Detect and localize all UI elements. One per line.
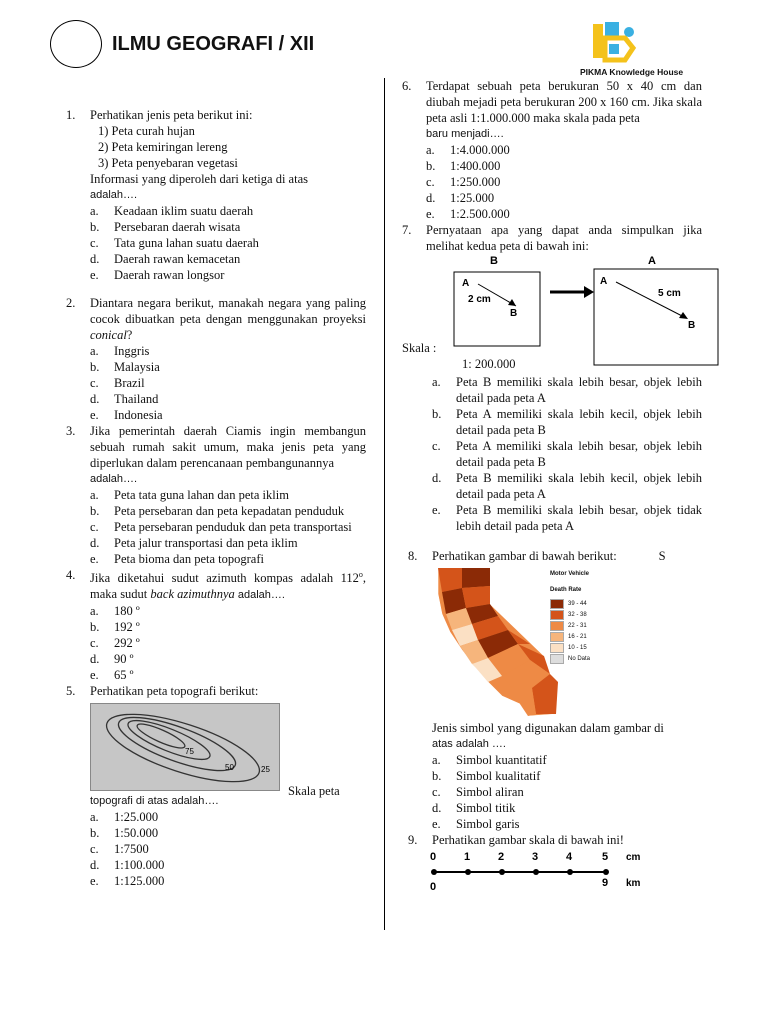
question-text: atas adalah …. [432, 738, 506, 750]
option[interactable]: b. 1:400.000 [426, 159, 501, 173]
option[interactable]: d. Peta jalur transportasi dan peta iklim [90, 536, 298, 550]
option[interactable]: d. Daerah rawan kemacetan [90, 252, 241, 266]
option[interactable]: b. Peta A memiliki skala lebih kecil, objek lebih detail pada peta B [432, 407, 702, 437]
option[interactable]: a. 1:4.000.000 [426, 143, 510, 157]
question-2 [66, 295, 366, 423]
option[interactable]: a. Simbol kuantitatif [432, 753, 547, 767]
option[interactable]: a. 1:25.000 [90, 810, 159, 825]
option[interactable]: d. 1:100.000 [90, 858, 165, 873]
svg-text:A: A [600, 276, 608, 287]
option[interactable]: a. Peta tata guna lahan dan peta iklim [90, 488, 289, 502]
option[interactable]: e. 1:125.000 [90, 874, 165, 889]
question-text: Informasi yang diperoleh dari ketiga di atas [90, 172, 308, 186]
option[interactable]: e. Peta bioma dan peta topografi [90, 552, 264, 566]
option[interactable]: d. 1:25.000 [426, 191, 495, 205]
legend-swatch [550, 599, 564, 609]
legend-label: 32 - 38 [568, 611, 587, 618]
legend-swatch [550, 654, 564, 664]
question-number: 3. [66, 424, 76, 438]
option-list [432, 374, 702, 534]
svg-text:2 cm: 2 cm [468, 294, 491, 305]
option[interactable]: d. 90 º [90, 652, 134, 667]
legend-label: 22 - 31 [568, 622, 587, 629]
option[interactable]: c. 1:250.000 [426, 175, 501, 189]
right-column [402, 78, 702, 894]
question-number: 6. [402, 79, 412, 93]
option[interactable]: c. Brazil [90, 376, 145, 390]
svg-text:5: 5 [602, 851, 609, 863]
option[interactable]: c. Tata guna lahan suatu daerah [90, 236, 259, 250]
legend-items [550, 598, 610, 664]
list-item: 3) Peta penyebaran vegetasi [98, 156, 238, 170]
option[interactable]: c. 1:7500 [90, 842, 149, 857]
question-8 [408, 548, 702, 564]
legend-label: 16 - 21 [568, 633, 587, 640]
option[interactable]: d. Simbol titik [432, 801, 516, 815]
header-oval [50, 20, 102, 68]
question-6 [402, 78, 702, 222]
legend-item [550, 653, 610, 664]
legend-swatch [550, 643, 564, 653]
map-legend [550, 566, 610, 664]
option[interactable]: e. Peta B memiliki skala lebih besar, objek tidak lebih detail pada peta A [432, 503, 702, 533]
option[interactable]: e. 65 º [90, 668, 134, 683]
contour-label: 50 [225, 763, 234, 773]
question-7 [402, 222, 702, 254]
scale-note [402, 336, 702, 372]
list-item: 2) Peta kemiringan lereng [98, 140, 228, 154]
legend-swatch [550, 610, 564, 620]
svg-text:A: A [462, 278, 470, 289]
option[interactable]: a. Peta B memiliki skala lebih besar, objek lebih detail pada peta A [432, 375, 702, 405]
question-number: 7. [402, 223, 412, 237]
option-list [90, 809, 366, 889]
question-number: 1. [66, 108, 76, 122]
question-number: 9. [408, 833, 418, 847]
option-list [426, 142, 702, 222]
svg-text:B: B [688, 320, 696, 331]
question-text: Perhatikan jenis peta berikut ini: [90, 108, 253, 122]
legend-swatch [550, 621, 564, 631]
page-title: ILMU GEOGRAFI / XII [112, 33, 315, 55]
option[interactable]: c. Peta A memiliki skala lebih besar, objek lebih detail pada peta B [432, 439, 702, 469]
legend-swatch [550, 632, 564, 642]
question-text: Diantara negara berikut, manakah negara yang paling cocok dibuatkan peta dengan menggunakan proyeksi conical? [90, 296, 366, 342]
option[interactable]: b. Persebaran daerah wisata [90, 220, 241, 234]
question-5 [66, 683, 366, 889]
logo-text: PIKMA Knowledge House [580, 67, 684, 77]
option-list [90, 487, 366, 567]
scale-value: 1: 200.000 [462, 357, 516, 371]
question-4 [66, 567, 366, 683]
option[interactable]: a. 180 º [90, 604, 140, 619]
legend-title: Death Rate [550, 587, 582, 593]
question-text: Pernyataan apa yang dapat anda simpulkan jika melihat kedua peta di bawah ini: [426, 223, 702, 253]
svg-text:0: 0 [430, 851, 437, 863]
svg-text:km: km [626, 878, 641, 889]
option-list [432, 752, 702, 832]
option[interactable]: b. Simbol kualitatif [432, 769, 541, 783]
svg-text:B: B [510, 308, 518, 319]
list-item: 1) Peta curah hujan [98, 124, 195, 138]
option-list [90, 343, 366, 423]
option[interactable]: d. Peta B memiliki skala lebih kecil, objek lebih detail pada peta A [432, 471, 702, 501]
legend-title: Motor Vehicle [550, 571, 590, 577]
question-9 [408, 832, 702, 848]
map-a-label: A [648, 255, 656, 267]
option[interactable]: e. Simbol garis [432, 817, 520, 831]
left-column [66, 107, 366, 889]
question-text: adalah…. [90, 189, 138, 201]
question-number: 2. [66, 296, 76, 310]
question-number: 8. [408, 549, 418, 563]
option[interactable]: c. 292 º [90, 636, 140, 651]
svg-text:cm: cm [626, 852, 641, 863]
option[interactable]: e. 1:2.500.000 [426, 207, 510, 221]
option[interactable]: e. Indonesia [90, 408, 163, 422]
svg-text:5 cm: 5 cm [658, 288, 681, 299]
option[interactable]: e. Daerah rawan longsor [90, 268, 225, 282]
topo-caption: Skala peta [288, 784, 340, 799]
question-text: baru menjadi…. [426, 128, 504, 140]
option-list [90, 203, 366, 283]
graphic-scale-bar [428, 850, 688, 894]
option[interactable]: d. Thailand [90, 392, 159, 406]
choropleth-figure [432, 564, 702, 720]
svg-text:4: 4 [566, 851, 573, 863]
svg-text:3: 3 [532, 851, 539, 863]
question-number: 4. [66, 568, 76, 582]
question-1 [66, 107, 366, 283]
svg-text:0: 0 [430, 881, 437, 893]
option[interactable]: c. Simbol aliran [432, 785, 524, 799]
item-list [90, 123, 366, 171]
contour-label: 25 [261, 765, 270, 775]
question-3 [66, 423, 366, 567]
question-text: Perhatikan gambar di bawah berikut: S [432, 549, 666, 563]
svg-text:9: 9 [602, 877, 609, 889]
logo-icon [585, 20, 639, 66]
option[interactable]: a. Inggris [90, 344, 150, 358]
legend-label: No Data [568, 655, 591, 662]
question-8-prompt [408, 720, 702, 832]
option[interactable]: b. Peta persebaran dan peta kepadatan penduduk [90, 504, 345, 518]
question-text: Jika diketahui sudut azimuth kompas adalah 112$^o$, maka sudut back azimuthnya adalah…. [90, 570, 366, 602]
option-list [90, 603, 366, 683]
question-number: 5. [66, 684, 76, 699]
option[interactable]: a. Keadaan iklim suatu daerah [90, 204, 254, 218]
topographic-map-image [90, 703, 280, 791]
question-text: Jenis simbol yang digunakan dalam gambar di [432, 721, 664, 735]
question-text: Perhatikan gambar skala di bawah ini! [432, 833, 624, 847]
topo-figure [90, 703, 366, 799]
question-text: Jika pemerintah daerah Ciamis ingin membangun sebuah rumah sakit umum, maka jenis peta yang diperlukan dalam perencanaan pembangunannya [90, 424, 366, 470]
option[interactable]: b. 1:50.000 [90, 826, 159, 841]
question-text: topografi di atas adalah…. [90, 795, 219, 808]
contour-label: 75 [185, 747, 194, 757]
option[interactable]: b. 192 º [90, 620, 140, 635]
svg-text:1: 1 [464, 851, 471, 863]
option[interactable]: b. Malaysia [90, 360, 160, 374]
question-text: Perhatikan peta topografi berikut: [90, 684, 259, 699]
column-divider [384, 78, 385, 930]
map-b-label: B [490, 255, 498, 267]
legend-label: 39 - 44 [568, 600, 587, 607]
option[interactable]: c. Peta persebaran penduduk dan peta transportasi [90, 520, 352, 534]
question-text: adalah…. [90, 473, 138, 485]
question-text: Terdapat sebuah peta berukuran 50 x 40 cm dan diubah mejadi peta berukuran 200 x 160 cm. Jika skala peta asli 1:1.000.000 maka skala pada peta [426, 79, 702, 125]
legend-label: 10 - 15 [568, 644, 587, 651]
svg-text:2: 2 [498, 851, 505, 863]
scale-label: Skala : [402, 341, 437, 355]
